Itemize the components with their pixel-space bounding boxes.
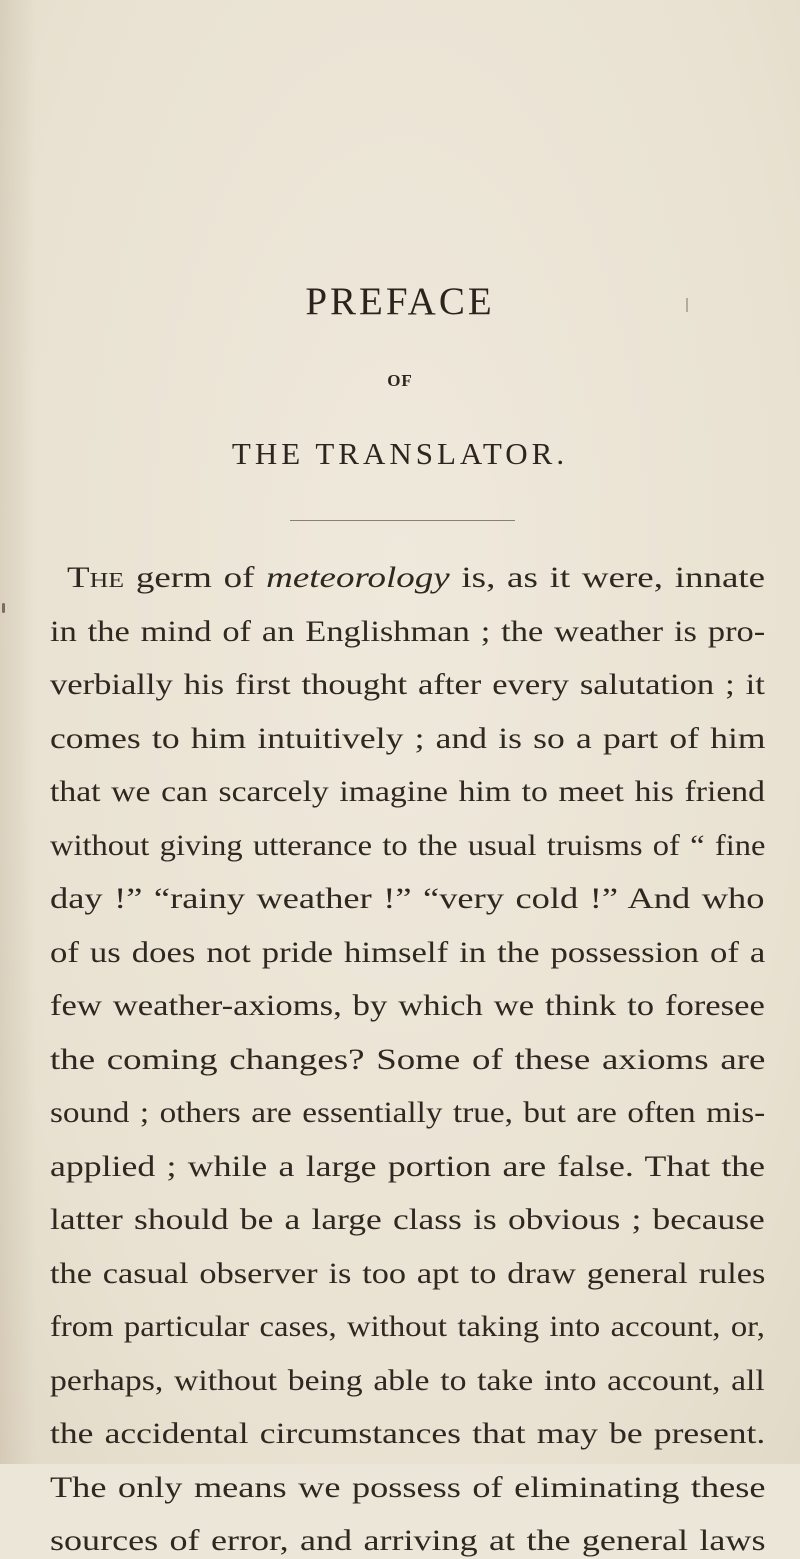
line-text-tail: is, as it were, innate <box>449 561 766 594</box>
opening-word: The <box>67 561 125 594</box>
line-text: from particular cases, without taking into account, or, <box>50 1310 765 1343</box>
gutter-shadow <box>0 0 36 1464</box>
line-text: perhaps, without being able to take into account, all <box>50 1363 765 1397</box>
line-text: sources of error, and arriving at the general laws <box>50 1524 766 1557</box>
text-line <box>50 1202 765 1238</box>
line-text: few weather-axioms, by which we think to foresee <box>50 989 765 1022</box>
text-line <box>50 614 765 650</box>
title-connector: OF <box>387 371 413 390</box>
page-title: PREFACE <box>305 280 495 323</box>
line-text: the casual observer is too apt to draw general rules <box>50 1256 766 1290</box>
text-line <box>50 828 765 864</box>
line-text: The only means we possess of eliminating these <box>50 1470 766 1504</box>
text-line <box>50 1256 765 1292</box>
line-text: sound ; others are essentially true, but are often mis- <box>50 1096 766 1129</box>
line-text: the coming changes? Some of these axioms are <box>50 1042 766 1076</box>
line-text: in the mind of an Englishman ; the weather is pro- <box>50 614 766 648</box>
text-line <box>50 1309 765 1345</box>
text-line <box>67 560 765 596</box>
line-text: day !” “rainy weather !” “very cold !” And who <box>50 882 765 915</box>
text-line <box>50 721 765 757</box>
line-text: applied ; while a large portion are false. That the <box>50 1149 766 1183</box>
text-line <box>50 1416 765 1452</box>
title-rule <box>290 520 515 521</box>
text-line <box>50 1523 765 1559</box>
line-text: the accidental circumstances that may be present. <box>50 1417 766 1450</box>
line-text: that we can scarcely imagine him to meet his friend <box>50 775 765 808</box>
text-line <box>50 1363 765 1399</box>
text-line <box>50 1149 765 1185</box>
text-line <box>50 774 765 810</box>
line-text: of us does not pride himself in the possession of a <box>50 935 766 969</box>
line-text: verbially his first thought after every salutation ; it <box>50 668 765 701</box>
text-line <box>50 988 765 1024</box>
line-text: without giving utterance to the usual truisms of “ fine <box>50 828 766 862</box>
line-text: comes to him intuitively ; and is so a part of him <box>50 721 766 755</box>
text-line <box>50 667 765 703</box>
text-line <box>50 1470 765 1506</box>
line-text: latter should be a large class is obvious ; because <box>50 1203 765 1236</box>
text-line <box>50 881 764 917</box>
line-text: The germ of <box>67 561 267 594</box>
text-line <box>50 935 765 971</box>
text-line <box>50 1042 765 1078</box>
page-subtitle: THE TRANSLATOR. <box>231 436 569 471</box>
text-line <box>50 1095 765 1131</box>
margin-tick <box>2 603 5 613</box>
line-emphasis: meteorology <box>266 561 450 594</box>
